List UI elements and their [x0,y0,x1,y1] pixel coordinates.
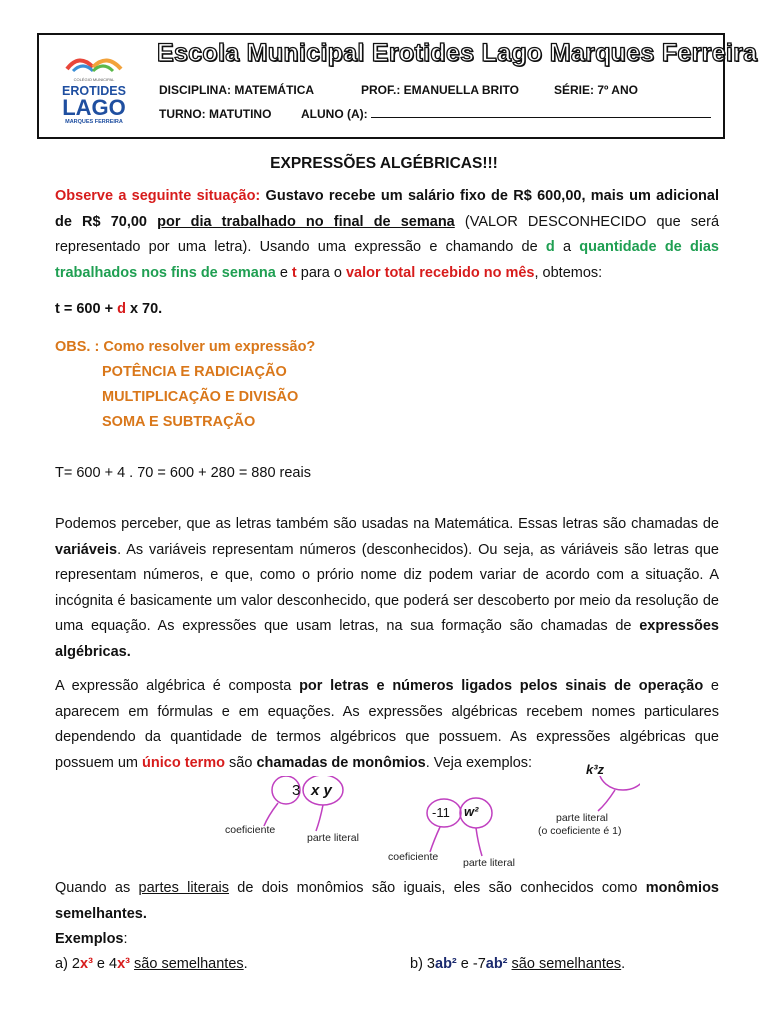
example-b [410,956,625,972]
intro-weekend: por dia trabalhado no final de semana [157,213,455,230]
p3-single-term: único termo [142,754,226,771]
intro-paragraph [55,184,719,286]
ex-b-similar: são semelhantes [511,956,622,972]
ex-a-similar: são semelhantes [134,956,244,972]
formula-a: t = 600 + [55,301,118,317]
ex-a-term-2: x³ [117,956,130,972]
student-label: ALUNO (A): [301,107,368,121]
ex2-literal-label: parte literal [463,857,515,869]
p2-a: Podemos perceber, que as letras também são usadas na Matemática. Essas letras são chamadas de [55,516,719,532]
obs-item-2: MULTIPLICAÇÃO E DIVISÃO [102,389,299,405]
p4-a: Quando as [55,880,139,896]
p3-c: e aparecem em fórmulas e em equações. As expressões algébricas recebem nomes particulares dependendo da quantidade de termos algébricos que possuem. As expressões algébricas que possuem um [55,678,719,771]
ex1-literal: x y [311,782,332,799]
var-d: d [545,239,555,255]
intro-text-5: , obtemos: [534,264,603,281]
p3-a: A expressão algébrica é composta [55,678,300,694]
p4-similar: monômios semelhantes. [55,880,719,922]
header-box [37,33,758,139]
arrow-literal-3 [598,790,615,811]
obs-item-3: SOMA E SUBTRAÇÃO [102,414,256,430]
ex-b-term-1: ab² [435,956,457,972]
ex3-monomial: k³z [586,762,605,777]
arrow-literal-1 [316,805,323,831]
p2-variables: variáveis [55,541,118,558]
example-a [55,956,248,972]
ex1-coefficient: 3 [292,782,301,799]
monomials-paragraph [55,674,719,776]
obs-title: OBS. : Como resolver um expressão? [55,339,316,355]
obs-item-1: POTÊNCIA E RADICIAÇÃO [102,364,287,380]
ex1-coef-label: coeficiente [225,824,276,836]
p3-e: são [225,754,257,771]
ex-a-1: a) 2 [55,956,80,972]
formula-var: d [117,301,126,317]
ex-a-dot: . [243,956,248,972]
student-field[interactable] [301,107,711,121]
calculation: T= 600 + 4 . 70 = 600 + 280 = 880 reais [55,465,311,481]
intro-text: (VALOR DESCONHECIDO que será representado por uma letra). Usando uma expressão e chamando de [55,213,720,255]
var-t: t [291,264,297,281]
ex-a-term-1: x³ [80,956,93,972]
variables-paragraph [55,512,719,665]
examples-word: Exemplos [55,931,124,947]
arrow-coef-1 [264,803,278,826]
logo-top-text: COLÉGIO MUNICIPAL [73,77,115,82]
school-logo [53,47,135,129]
ex-b-dot: . [621,956,626,972]
p2-c: . As variáveis representam números (desconhecidos). Ou seja, as váriáveis são letras que representam números, e que, como o prório nome diz podem variar de acordo com a situação. A incógnita é basicamente um valor desconhecido, que poderá ser descoberto por meio da resolução de uma equação. As expressões que usam letras, na sua formação são chamadas de [55,541,719,634]
p3-g: . Veja exemplos: [425,754,533,771]
intro-lead: Observe a seguinte situação: [55,188,261,204]
intro-text-4: para o [296,264,346,281]
p2-expressions: expressões algébricas. [55,618,719,660]
ex-b-term-2: ab² [485,956,508,972]
page-title: EXPRESSÕES ALGÉBRICAS!!! [270,155,498,172]
formula [55,301,162,317]
student-blank[interactable] [371,107,711,118]
ex-a-2: e 4 [92,956,118,972]
discipline: DISCIPLINA: MATEMÁTICA [159,83,315,97]
p3-composition: por letras e números ligados pelos sinais de operação [299,678,704,694]
ex-b-2: e -7 [456,956,486,972]
ex2-coefficient: -11 [432,805,450,820]
p3-monomials: chamadas de monômios [256,754,426,771]
ex3-literal-label: parte literal [556,812,608,824]
intro-text-2: a [554,239,580,255]
school-name: Escola Municipal Erotides Lago Marques Ferreira [157,39,758,67]
teacher: PROF.: EMANUELLA BRITO [361,83,519,97]
ex2-literal: w² [464,804,479,819]
examples-label [55,931,128,947]
p4-c: de dois monômios são iguais, eles são conhecidos como [229,880,646,896]
ex1-literal-label: parte literal [307,832,359,844]
arrow-literal-2 [476,828,482,856]
ex2-coef-label: coeficiente [388,851,439,863]
intro-days: quantidade de dias trabalhados nos fins de semana [55,239,719,281]
examples-colon: : [123,931,128,947]
shift: TURNO: MATUTINO [159,107,272,121]
intro-total: valor total recebido no mês [345,264,535,281]
intro-salary: Gustavo recebe um salário fixo de R$ 600,00, mais um adicional de R$ 70,00 [55,188,719,230]
grade: SÉRIE: 7º ANO [554,83,638,97]
logo-line-3: MARQUES FERREIRA [65,119,123,125]
ex-b-1: b) 3 [410,956,435,972]
arrow-coef-2 [430,827,440,852]
similar-paragraph [55,876,719,927]
literal-circle-3 [599,776,640,790]
ex3-note: (o coeficiente é 1) [538,825,622,837]
p4-literal-parts: partes literais [138,880,230,896]
formula-c: x 70. [125,301,163,317]
logo-line-1: EROTIDES [62,84,126,98]
intro-text-3: e [275,264,292,281]
logo-line-2: LAGO [62,95,126,120]
